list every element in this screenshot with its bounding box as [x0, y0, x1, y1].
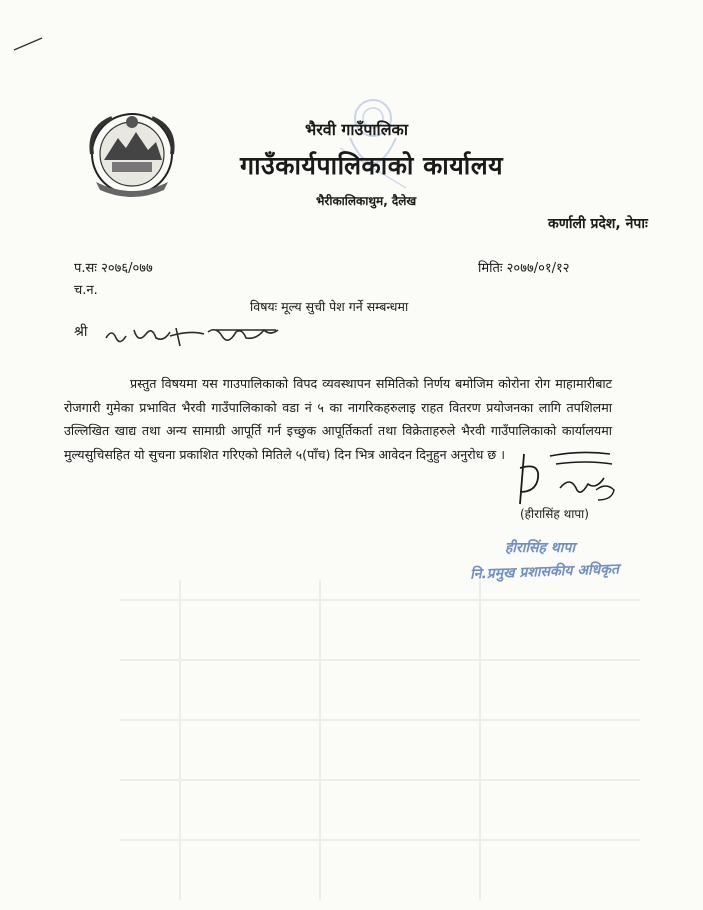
office-location: भैरीकालिकाथुम, दैलेख [316, 194, 417, 208]
letter-subject: विषयः मूल्य सुची पेश गर्ने सम्बन्धमा [250, 299, 409, 314]
dispatch-number: च.न. [74, 283, 98, 298]
office-name: गाउँकार्यपालिकाको कार्यालय [240, 151, 504, 180]
paper-show-through [120, 580, 640, 900]
reference-number: प.सः २०७६/०७७ [74, 261, 153, 276]
signature [510, 448, 630, 510]
corner-pen-mark [12, 36, 44, 52]
handwritten-addressee [100, 318, 300, 358]
province-name: कर्णाली प्रदेश, नेपाः [548, 216, 648, 232]
stamp-signatory-name: हीरासिंह थापा [505, 540, 575, 556]
addressee-prefix: श्री [74, 324, 88, 340]
letter-date: मितिः २०७७/०१/१२ [478, 261, 570, 276]
nepal-emblem-logo [82, 108, 182, 203]
letter-body: प्रस्तुत विषयमा यस गाउपालिकाको विपद व्यवस्थापन समितिको निर्णय बमोजिम कोरोना रोग माहामारीबाट रोजगारी गुमेका प्रभावित भैरवी गाउँपालिकाको वडा नं ५ का नागरिकहरुलाइ राहत वितरण प्रयोजनका लागि तपशिलमा उल्लिखित खाद्य तथा अन्य सामाग्री आपूर्ति गर्न इच्छुक आपूर्तिकर्ता तथा विक्रेताहरुले भैरवी गाउँपालिकाको कार्यालयमा मुल्यसुचिसहित यो सुचना प्रकाशित गरिएको मितिले ५(पाँच) दिन भित्र आवेदन दिनुहुन अनुरोध छ । [64, 376, 612, 462]
municipality-name: भैरवी गाउँपालिका [305, 120, 408, 139]
stamp-signatory-title: नि.प्रमुख प्रशासकीय अधिकृत [469, 561, 620, 583]
signatory-name: (हीरासिंह थापा) [520, 507, 589, 521]
